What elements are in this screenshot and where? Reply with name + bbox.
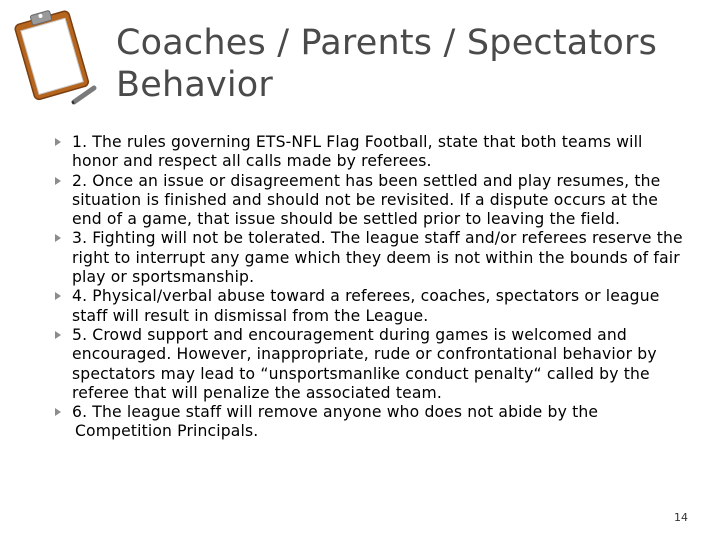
list-item bbox=[52, 172, 692, 230]
bullet-text: 6. The league staff will remove anyone who does not abide by the bbox=[72, 403, 599, 422]
bullet-text: 5. Crowd support and encouragement during games is welcomed and encouraged. However, inappropriate, rude or confrontational behavior by spectators may lead to “unsportsmanlike conduct penalty“ called by the referee that will penalize the associated team. bbox=[72, 325, 657, 402]
triangle-arrow-icon bbox=[55, 234, 61, 242]
list-item bbox=[52, 403, 692, 442]
slide-title: Coaches / Parents / Spectators Behavior bbox=[116, 23, 657, 105]
bullet-text: 1. The rules governing ETS-NFL Flag Football, state that both teams will honor and respect all calls made by referees. bbox=[72, 133, 643, 171]
page-number: 14 bbox=[674, 511, 688, 524]
triangle-arrow-icon bbox=[55, 177, 61, 185]
bullet-continuation: Competition Principals. bbox=[75, 422, 259, 441]
triangle-arrow-icon bbox=[55, 138, 61, 146]
bullet-list bbox=[52, 133, 692, 442]
list-item bbox=[52, 326, 692, 403]
clipboard-icon bbox=[8, 6, 98, 106]
triangle-arrow-icon bbox=[55, 292, 61, 300]
pen-icon bbox=[72, 88, 94, 103]
list-item bbox=[52, 229, 692, 287]
triangle-arrow-icon bbox=[55, 408, 61, 416]
bullet-text: 2. Once an issue or disagreement has been settled and play resumes, the situation is finished and should not be revisited. If a dispute occurs at the end of a game, that issue should be settled prior to leaving the field. bbox=[72, 171, 661, 229]
bullet-text: 4. Physical/verbal abuse toward a referees, coaches, spectators or league staff will result in dismissal from the League. bbox=[72, 287, 660, 325]
list-item bbox=[52, 287, 692, 326]
triangle-arrow-icon bbox=[55, 331, 61, 339]
bullet-text: 3. Fighting will not be tolerated. The league staff and/or referees reserve the right to interrupt any game which they deem is not within the bounds of fair play or sportsmanship. bbox=[72, 229, 683, 287]
list-item bbox=[52, 133, 692, 172]
